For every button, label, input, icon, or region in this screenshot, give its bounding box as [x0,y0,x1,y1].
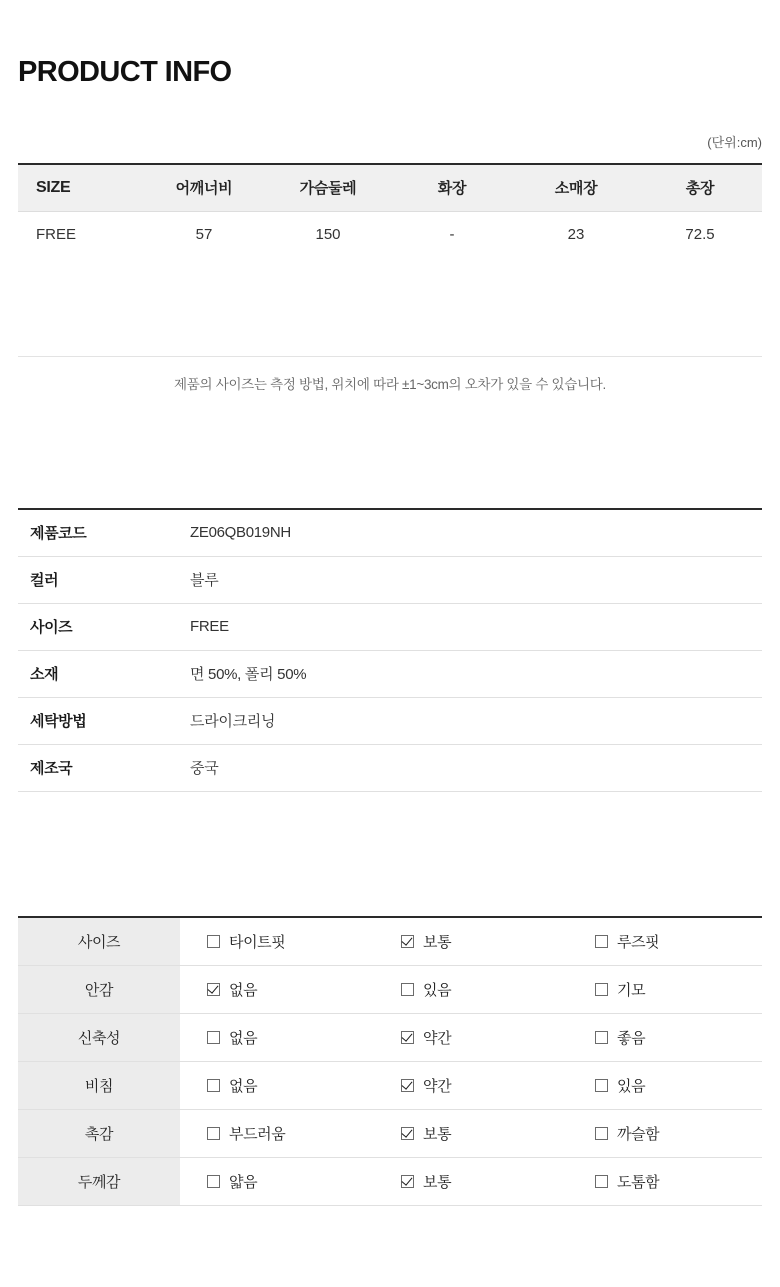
attribute-option-cell[interactable] [568,1061,762,1109]
spec-value: 면 50%, 폴리 50% [190,666,307,683]
spec-value: 블루 [190,572,219,589]
spec-label: 제조국 [30,760,73,777]
size-table-header-cell: 어깨너비 [142,164,266,211]
attribute-option-cell[interactable] [180,1109,374,1157]
attribute-option-label: 도톰함 [617,1173,660,1191]
spec-table-section [18,508,762,792]
table-row [18,1061,762,1109]
attribute-label: 두께감 [18,1157,180,1205]
table-row [18,917,762,965]
attribute-option-cell[interactable] [374,1109,568,1157]
spec-label: 소재 [30,666,59,683]
attribute-option-cell[interactable] [374,917,568,965]
checkbox-icon[interactable] [595,1031,608,1044]
table-row [18,556,762,603]
attribute-option-label: 타이트핏 [229,933,286,951]
spec-label: 사이즈 [30,619,73,636]
table-row [18,1013,762,1061]
checkbox-icon[interactable] [595,1079,608,1092]
attribute-option-label: 까슬함 [617,1125,660,1143]
attribute-option-label: 없음 [229,1029,258,1047]
attribute-option-cell[interactable] [568,1109,762,1157]
size-table-caption: 제품의 사이즈는 측정 방법, 위치에 따라 ±1~3cm의 오차가 있을 수 있습니다. [174,377,606,392]
attribute-option-cell[interactable] [568,965,762,1013]
spec-table [18,508,762,792]
attribute-option-label: 보통 [423,1173,452,1191]
page-title: PRODUCT INFO [18,56,232,88]
table-row [18,744,762,791]
checkbox-checked-icon[interactable] [401,1127,414,1140]
unit-note: (단위:cm) [707,135,762,150]
attribute-option-label: 기모 [617,981,646,999]
attribute-label: 안감 [18,965,180,1013]
spec-value: 드라이크리닝 [190,713,276,730]
checkbox-icon[interactable] [207,935,220,948]
size-table-spacer [18,257,762,357]
checkbox-icon[interactable] [595,1175,608,1188]
checkbox-checked-icon[interactable] [401,935,414,948]
attribute-option-label: 얇음 [229,1173,258,1191]
checkbox-icon[interactable] [595,1127,608,1140]
table-row [18,1109,762,1157]
table-row [18,509,762,556]
size-table-header-cell: 총장 [638,164,762,211]
size-table [18,163,762,257]
checkbox-icon[interactable] [401,983,414,996]
size-table-cell: FREE [18,211,142,257]
attribute-option-label: 루즈핏 [617,933,660,951]
attribute-option-cell[interactable] [180,1157,374,1205]
checkbox-icon[interactable] [595,983,608,996]
checkbox-icon[interactable] [207,1031,220,1044]
attribute-option-label: 보통 [423,1125,452,1143]
size-table-cell: 23 [514,211,638,257]
checkbox-icon[interactable] [207,1175,220,1188]
attribute-option-cell[interactable] [374,1013,568,1061]
attribute-option-cell[interactable] [374,1061,568,1109]
spec-value: 중국 [190,760,219,777]
attribute-label: 촉감 [18,1109,180,1157]
attribute-option-label: 좋음 [617,1029,646,1047]
table-row [18,650,762,697]
checkbox-checked-icon[interactable] [401,1031,414,1044]
attribute-option-cell[interactable] [180,1013,374,1061]
attribute-option-label: 있음 [423,981,452,999]
attribute-option-cell[interactable] [374,1157,568,1205]
size-table-cell: 150 [266,211,390,257]
size-table-cell: 72.5 [638,211,762,257]
checkbox-icon[interactable] [595,935,608,948]
attribute-option-label: 있음 [617,1077,646,1095]
attribute-option-cell[interactable] [180,1061,374,1109]
attribute-option-label: 없음 [229,1077,258,1095]
table-row [18,603,762,650]
attribute-option-label: 부드러움 [229,1125,286,1143]
attribute-option-cell[interactable] [374,965,568,1013]
size-table-header-cell: 화장 [390,164,514,211]
spec-label: 컬러 [30,572,59,589]
size-table-header-cell: 가슴둘레 [266,164,390,211]
attribute-label: 신축성 [18,1013,180,1061]
checkbox-checked-icon[interactable] [401,1175,414,1188]
attribute-option-cell[interactable] [568,917,762,965]
checkbox-icon[interactable] [207,1127,220,1140]
checkbox-checked-icon[interactable] [207,983,220,996]
size-table-section [18,163,762,393]
attribute-option-cell[interactable] [568,1013,762,1061]
spec-value: ZE06QB019NH [190,524,291,542]
table-row [18,211,762,257]
attribute-option-label: 약간 [423,1077,452,1095]
size-table-header-row [18,164,762,211]
attribute-table-section [18,916,762,1206]
size-table-header-cell: SIZE [18,164,142,211]
size-table-cell: - [390,211,514,257]
attribute-option-cell[interactable] [568,1157,762,1205]
attribute-option-label: 약간 [423,1029,452,1047]
attribute-option-label: 보통 [423,933,452,951]
spec-label: 제품코드 [30,525,87,543]
table-row [18,1157,762,1205]
table-row [18,697,762,744]
attribute-table [18,916,762,1206]
checkbox-checked-icon[interactable] [401,1079,414,1092]
attribute-option-cell[interactable] [180,917,374,965]
checkbox-icon[interactable] [207,1079,220,1092]
table-row [18,965,762,1013]
attribute-option-cell[interactable] [180,965,374,1013]
attribute-label: 사이즈 [18,917,180,965]
attribute-label: 비침 [18,1061,180,1109]
size-table-header-cell: 소매장 [514,164,638,211]
size-table-cell: 57 [142,211,266,257]
spec-value: FREE [190,618,229,635]
spec-label: 세탁방법 [30,713,87,730]
attribute-option-label: 없음 [229,981,258,999]
